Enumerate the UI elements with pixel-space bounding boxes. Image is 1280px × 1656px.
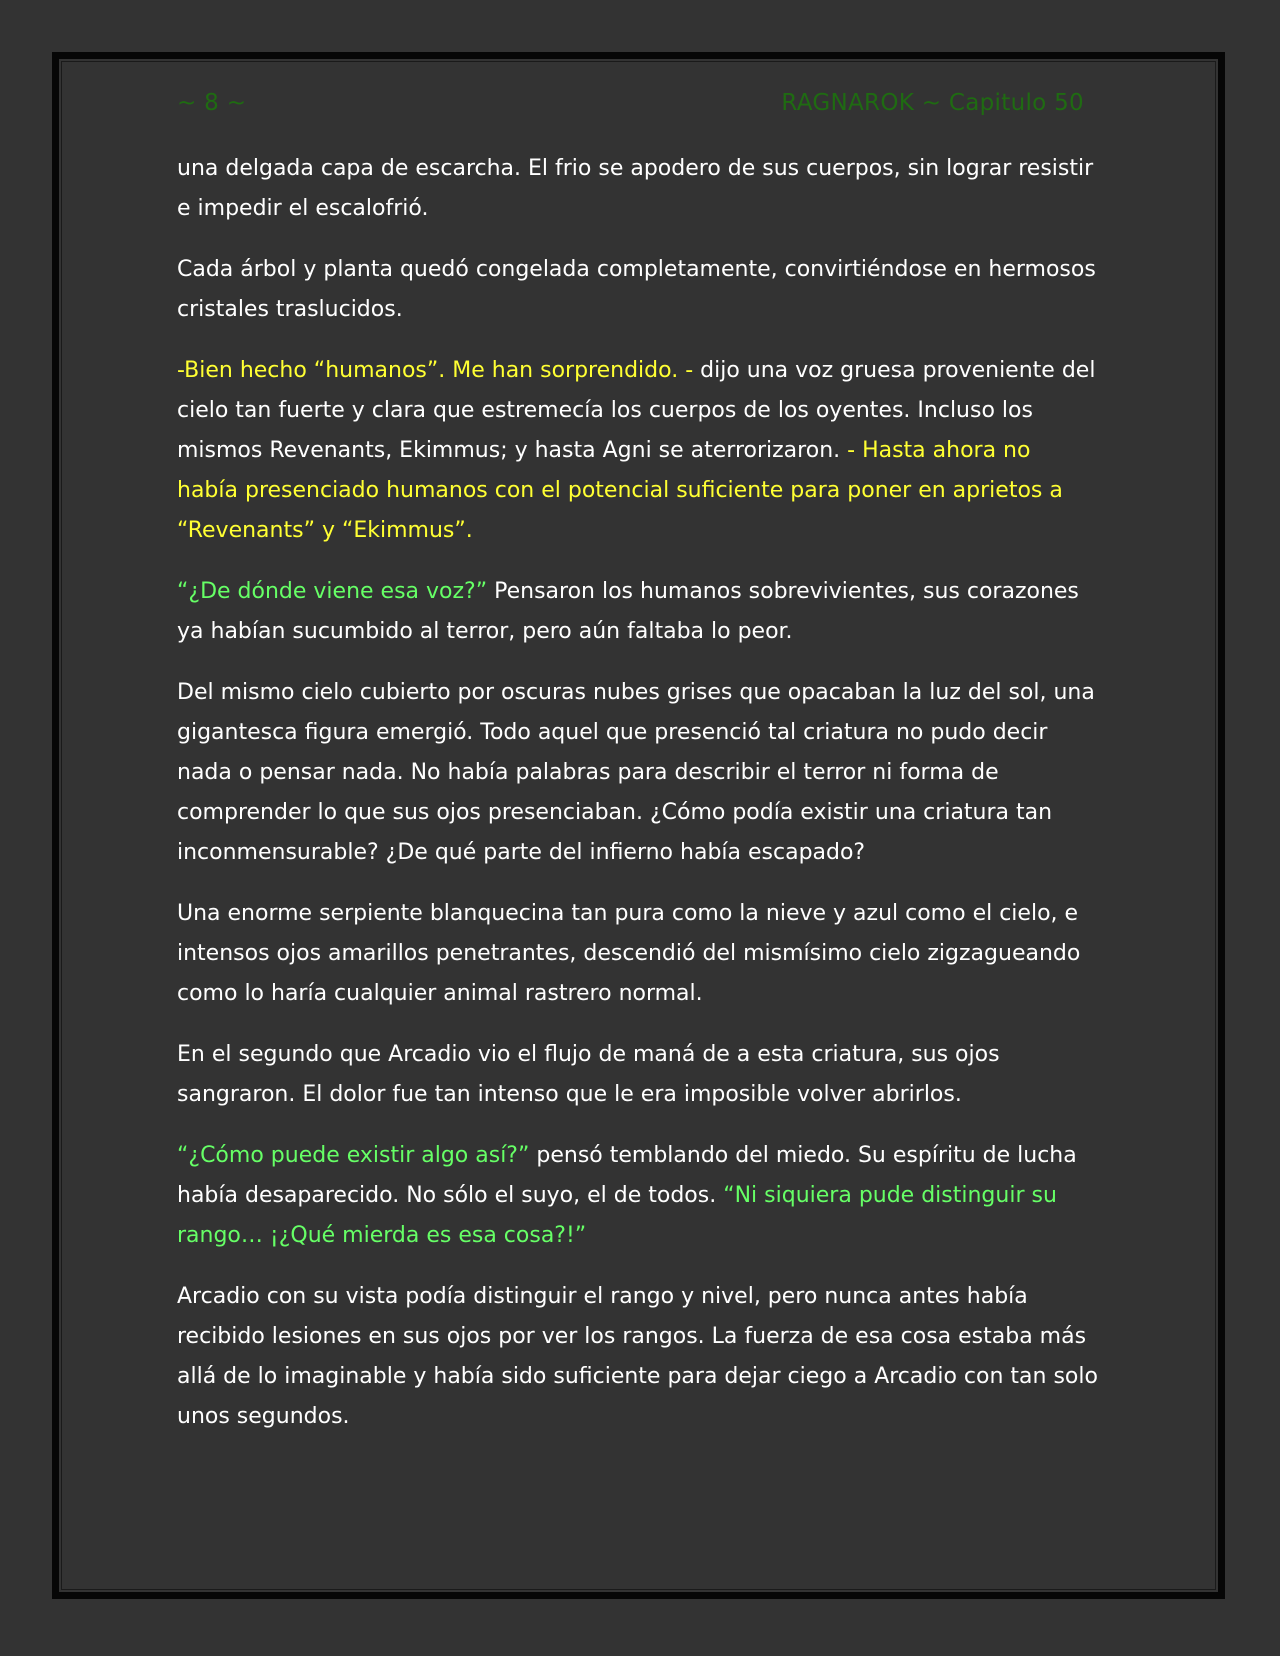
paragraph: [177, 894, 1098, 1014]
paragraph: [177, 572, 1098, 652]
narration-text: Cada árbol y planta quedó congelada completamente, convirtiéndose en hermosos cristales traslucidos.: [177, 257, 1096, 322]
thought-dialogue: “¿Cómo puede existir algo así?”: [177, 1143, 530, 1168]
paragraph: [177, 1136, 1098, 1256]
spoken-dialogue: - Hasta ahora no había presenciado humanos con el potencial suficiente para poner en aprietos a “Revenants” y “Ekimmus”.: [177, 438, 1063, 543]
narration-text: una delgada capa de escarcha. El frio se apodero de sus cuerpos, sin lograr resistir e impedir el escalofrió.: [177, 156, 1094, 221]
paragraph: [177, 149, 1098, 229]
thought-dialogue: “Ni siquiera pude distinguir su rango… ¡¿Qué mierda es esa cosa?!”: [177, 1183, 1057, 1248]
paragraph: [177, 1277, 1098, 1437]
narration-text: Una enorme serpiente blanquecina tan pura como la nieve y azul como el cielo, e intensos ojos amarillos penetrantes, descendió del mismísimo cielo zigzagueando como lo haría cualquier animal rastrero normal.: [177, 901, 1081, 1006]
narration-text: dijo una voz gruesa proveniente del cielo tan fuerte y clara que estremecía los cuerpos de los oyentes. Incluso los mismos Revenants, Ekimmus; y hasta Agni se aterrorizaron.: [177, 358, 1096, 463]
paragraph: [177, 351, 1098, 551]
paragraph: [177, 1035, 1098, 1115]
narration-text: Del mismo cielo cubierto por oscuras nubes grises que opacaban la luz del sol, una gigantesca figura emergió. Todo aquel que presenció tal criatura no pudo decir nada o pensar nada. No había palabras para describir el terror ni forma de comprender lo que sus ojos presenciaban. ¿Cómo podía existir una criatura tan inconmensurable? ¿De qué parte del infierno había escapado?: [177, 680, 1095, 865]
page-number: ~ 8 ~: [177, 90, 247, 116]
page-body: [177, 149, 1098, 1458]
narration-text: Arcadio con su vista podía distinguir el rango y nivel, pero nunca antes había recibido lesiones en sus ojos por ver los rangos. La fuerza de esa cosa estaba más allá de lo imaginable y había sido suficiente para dejar ciego a Arcadio con tan solo unos segundos.: [177, 1284, 1098, 1429]
narration-text: pensó temblando del miedo. Su espíritu de lucha había desaparecido. No sólo el suyo, el de todos.: [177, 1143, 1077, 1208]
document-page: [52, 52, 1225, 1599]
page-header: [177, 87, 1084, 119]
paragraph: [177, 250, 1098, 330]
paragraph: [177, 673, 1098, 873]
narration-text: Pensaron los humanos sobrevivientes, sus corazones ya habían sucumbido al terror, pero aún faltaba lo peor.: [177, 579, 1079, 644]
chapter-title: RAGNAROK ~ Capitulo 50: [781, 90, 1084, 116]
thought-dialogue: “¿De dónde viene esa voz?”: [177, 579, 488, 604]
spoken-dialogue: -Bien hecho “humanos”. Me han sorprendido. -: [177, 358, 694, 383]
narration-text: En el segundo que Arcadio vio el flujo de maná de a esta criatura, sus ojos sangraron. El dolor fue tan intenso que le era imposible volver abrirlos.: [177, 1042, 1000, 1107]
